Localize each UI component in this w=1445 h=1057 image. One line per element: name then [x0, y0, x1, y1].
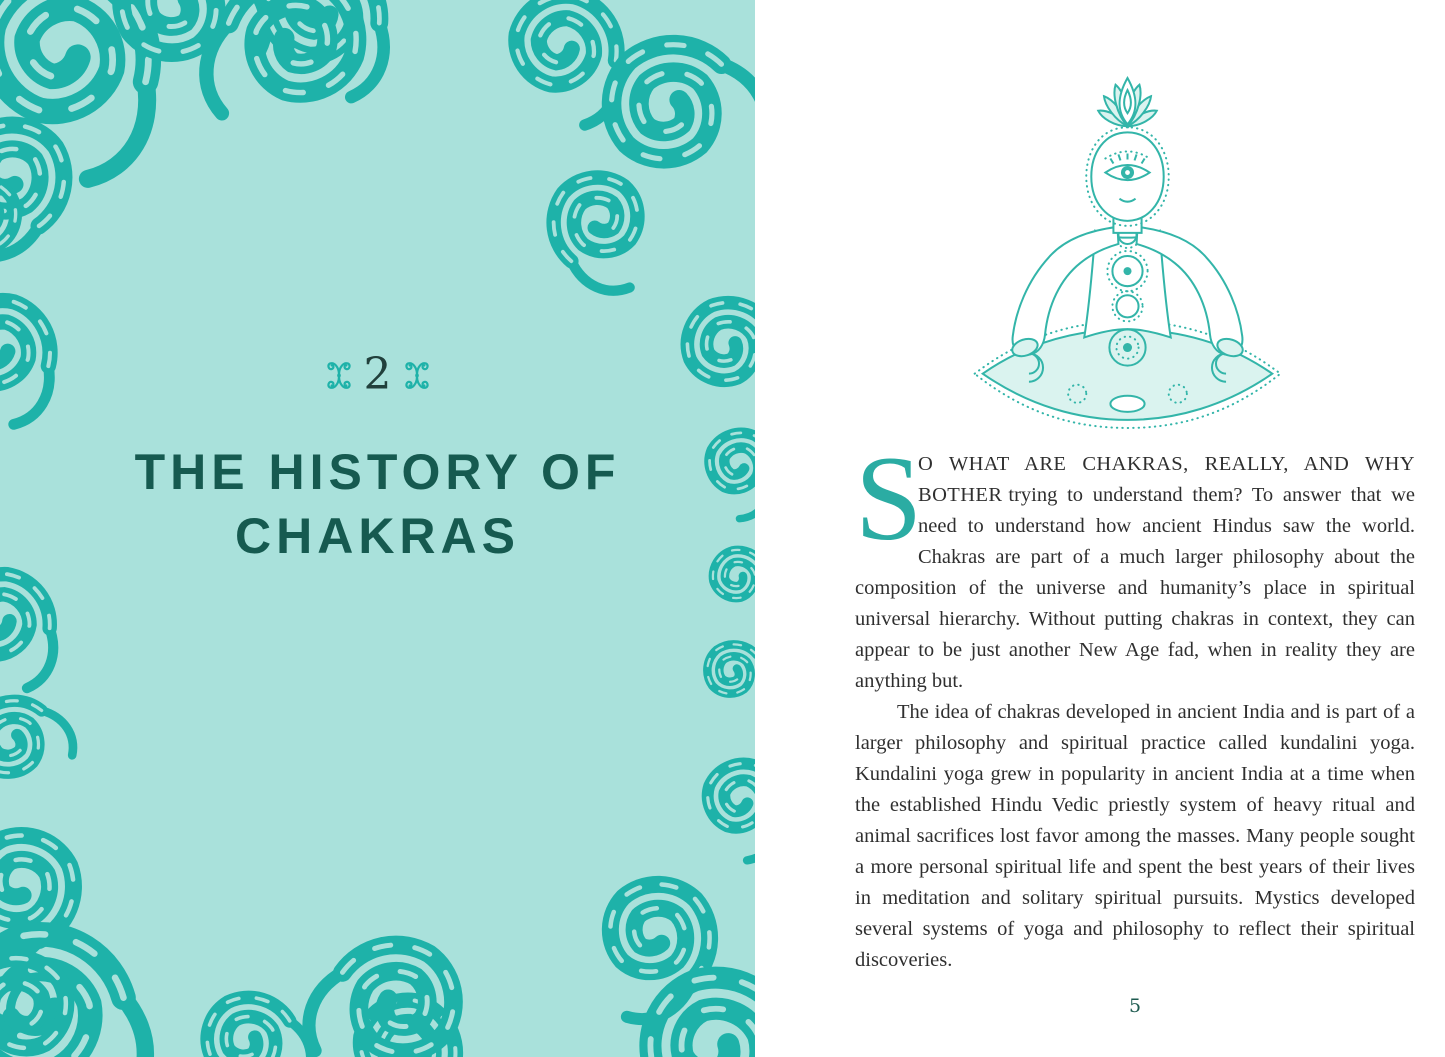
chapter-title — [0, 440, 755, 568]
chapter-title-line-2: CHAKRAS — [235, 508, 520, 564]
chapter-number: 2 — [363, 349, 392, 400]
drop-cap: S — [855, 432, 923, 566]
lotus-crown-icon — [1096, 78, 1159, 130]
paragraph-2: The idea of chakras developed in ancient India and is part of a larger philosophy and spiritual practice called kundalini yoga. Kundalini yoga grew in popularity in ancient India at a time when the established Hindu Vedic priestly system of heavy ritual and animal sacrifices lost favor among the masses. Many people sought a more personal spiritual life and spent the best years of their lives in meditation and solitary spiritual pursuits. Mystics developed several systems of yoga and philosophy to reflect their spiritual discoveries. — [855, 701, 1415, 971]
page-number: 5 — [1128, 995, 1142, 1017]
fleuron-left-icon — [327, 359, 351, 392]
head — [1086, 127, 1168, 233]
chapter-number-row — [0, 349, 755, 400]
chapter-title-line-1: THE HISTORY OF — [134, 444, 621, 500]
meditation-figure-illustration — [965, 72, 1290, 434]
paragraph-1-text: trying to understand them? To answer that we need to understand how ancient Hindus saw the world. Chakras are part of a much larger philosophy about the composition of the universe and humanity’s place in spiritual universal hierarchy. Without putting chakras in context, they can appear to be just another New Age fad, when in reality they are anything but. — [855, 484, 1415, 692]
fleuron-right-icon — [405, 359, 429, 392]
opening-caps-line: O WHAT ARE CHAKRAS, REALLY, AND WHY BOTHER — [918, 453, 1415, 506]
right-page — [755, 0, 1445, 1057]
paragraph-1 — [855, 432, 1415, 697]
body-text — [855, 432, 1415, 976]
